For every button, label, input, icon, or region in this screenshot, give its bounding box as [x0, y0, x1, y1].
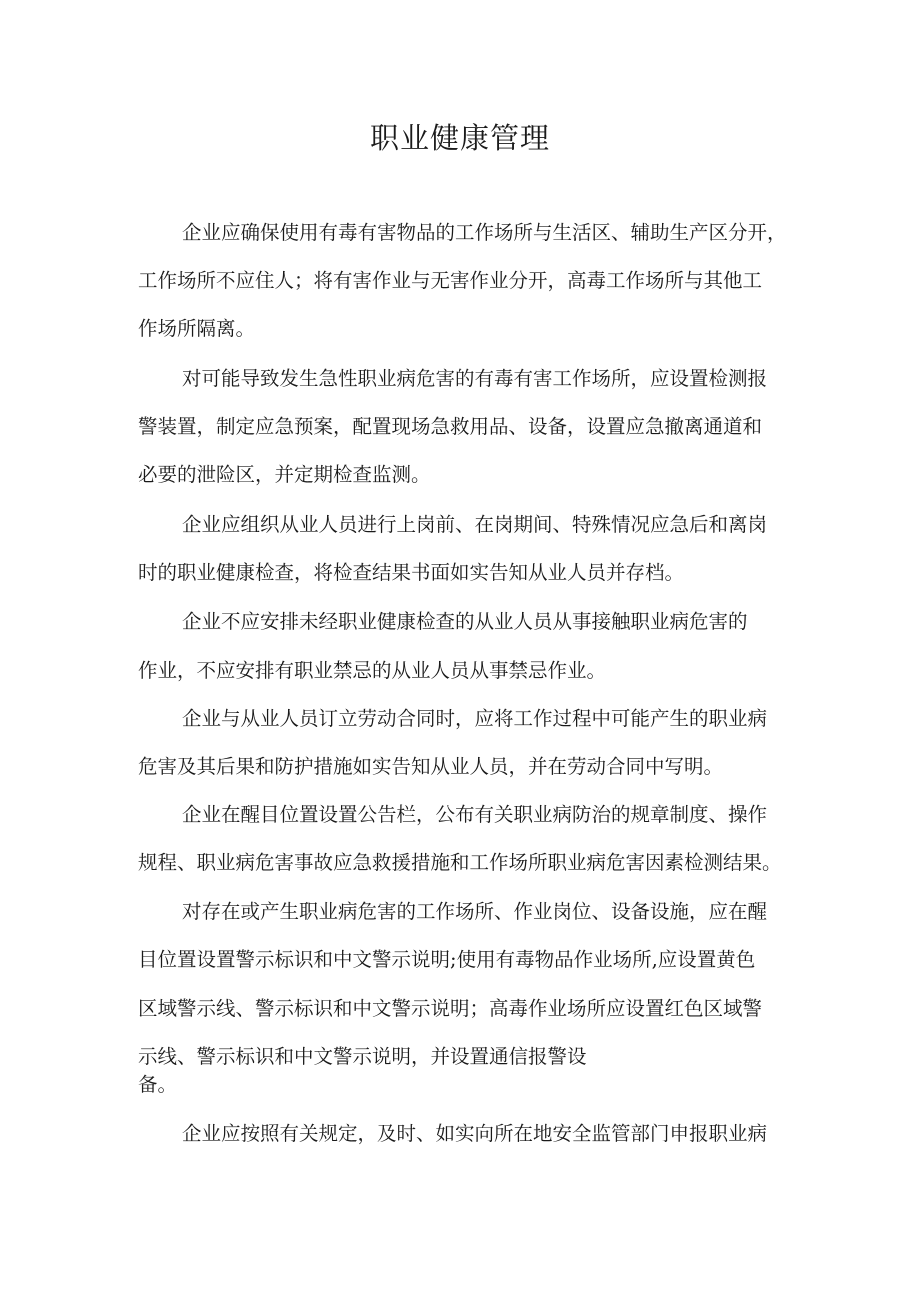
paragraph-line: 备。 — [138, 1073, 178, 1096]
paragraph-line: 企业在醒目位置设置公告栏，公布有关职业病防治的规章制度、操作 — [182, 803, 768, 826]
paragraph-line: 警装置，制定应急预案，配置现场急救用品、设备，设置应急撤离通道和 — [138, 415, 763, 438]
paragraph-line: 目位置设置警示标识和中文警示说明;使用有毒物品作业场所,应设置黄色 — [138, 948, 756, 971]
paragraph-line: 示线、警示标识和中文警示说明，并设置通信报警设 — [138, 1045, 587, 1068]
paragraph-line: 对存在或产生职业病危害的工作场所、作业岗位、设备设施，应在醒 — [182, 900, 768, 923]
paragraph-line: 企业应组织从业人员进行上岗前、在岗期间、特殊情况应急后和离岗 — [182, 513, 768, 536]
document-title: 职业健康管理 — [369, 121, 550, 155]
paragraph-line: 企业应按照有关规定，及时、如实向所在地安全监管部门申报职业病 — [182, 1122, 768, 1145]
paragraph-line: 作业，不应安排有职业禁忌的从业人员从事禁忌作业。 — [138, 659, 607, 682]
paragraph-line: 危害及其后果和防护措施如实告知从业人员，并在劳动合同中写明。 — [138, 755, 724, 778]
paragraph-line: 必要的泄险区，并定期检查监测。 — [138, 463, 431, 486]
paragraph-line: 企业应确保使用有毒有害物品的工作场所与生活区、辅助生产区分开， — [182, 221, 787, 244]
paragraph-line: 工作场所不应住人；将有害作业与无害作业分开，高毒工作场所与其他工 — [138, 269, 763, 292]
paragraph-line: 企业不应安排未经职业健康检查的从业人员从事接触职业病危害的 — [182, 610, 748, 633]
paragraph-line: 时的职业健康检查，将检查结果书面如实告知从业人员并存档。 — [138, 561, 685, 584]
paragraph-line: 企业与从业人员订立劳动合同时，应将工作过程中可能产生的职业病 — [182, 707, 768, 730]
paragraph-line: 规程、职业病危害事故应急救援措施和工作场所职业病危害因素检测结果。 — [138, 851, 782, 874]
paragraph-line: 作场所隔离。 — [138, 317, 256, 340]
paragraph-line: 区域警示线、警示标识和中文警示说明；高毒作业场所应设置红色区域警 — [138, 997, 763, 1020]
paragraph-line: 对可能导致发生急性职业病危害的有毒有害工作场所，应设置检测报 — [182, 367, 768, 390]
